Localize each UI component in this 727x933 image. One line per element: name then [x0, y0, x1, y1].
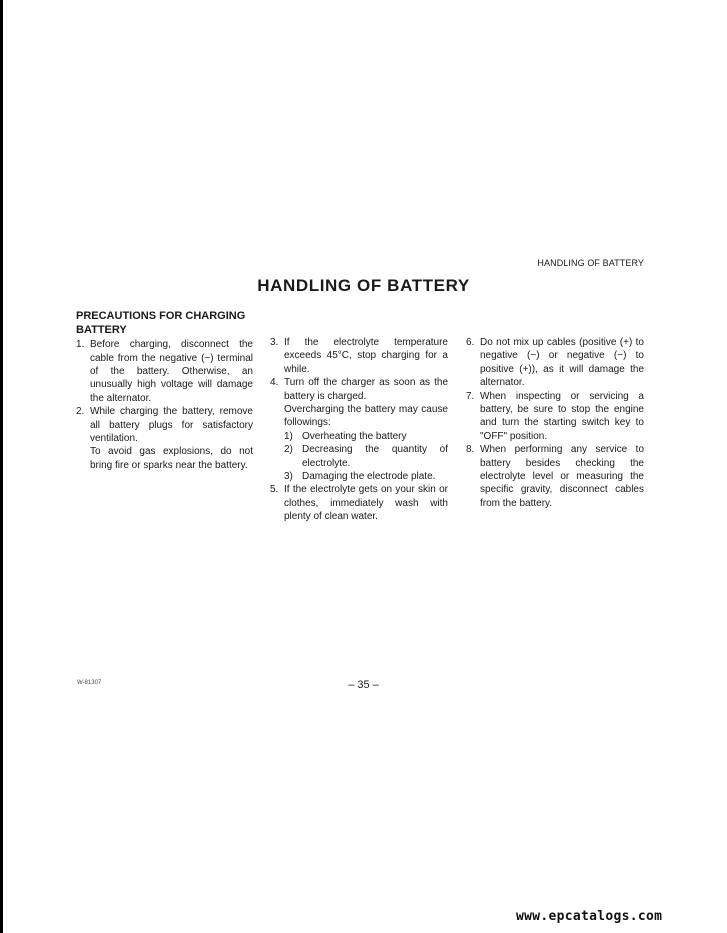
- item-number: 7.: [466, 390, 475, 402]
- sub-item-text: Decreasing the quantity of electrolyte.: [302, 444, 448, 469]
- item-number: 5.: [270, 484, 279, 496]
- sub-item-text: Overheating the battery: [302, 430, 407, 442]
- item-number: 4.: [270, 377, 279, 389]
- list-item-1: [76, 338, 253, 405]
- sub-item-2: [284, 443, 448, 470]
- list-item-8: [466, 443, 644, 510]
- scan-edge-rule: [0, 0, 3, 933]
- item-text: While charging the battery, remove all battery plugs for satisfactory ventilation.: [90, 406, 253, 445]
- sub-item-3: [284, 470, 448, 483]
- list-item-3: [270, 336, 448, 376]
- item-text: When inspecting or servicing a battery, be sure to stop the engine and turn the starting switch key to "OFF" position.: [480, 390, 644, 442]
- column-right: [466, 336, 644, 510]
- page-title: HANDLING OF BATTERY: [257, 276, 470, 295]
- list-item-6: [466, 336, 644, 390]
- item-number: 6.: [466, 337, 475, 348]
- sub-item-1: [284, 430, 448, 443]
- item-text: When performing any service to battery besides checking the electrolyte level or measuring the specific gravity, disconnect cables from the battery.: [480, 444, 644, 509]
- item-text: Before charging, disconnect the cable from the negative (−) terminal of the battery. Otherwise, an unusually high voltage will damage the alternator.: [90, 339, 253, 404]
- section-heading-line2: BATTERY: [76, 323, 127, 336]
- item-number: 2.: [76, 406, 85, 418]
- page-number: – 35 –: [348, 679, 379, 691]
- item-text: Turn off the charger as soon as the battery is charged.: [284, 377, 448, 402]
- item-text: If the electrolyte gets on your skin or clothes, immediately wash with plenty of clean water.: [284, 484, 448, 523]
- item-number: 3.: [270, 337, 279, 348]
- column-left: [76, 310, 253, 472]
- item-number: 8.: [466, 444, 475, 456]
- list-item-5: [270, 483, 448, 523]
- sub-item-number: 2): [284, 444, 293, 456]
- running-header: HANDLING OF BATTERY: [537, 258, 644, 268]
- item-text: Do not mix up cables (positive (+) to negative (−) or negative (−) to positive (+)), as it will damage the alternator.: [480, 337, 644, 389]
- list-item-2: [76, 405, 253, 472]
- item-text-continued: To avoid gas explosions, do not bring fire or sparks near the battery.: [90, 446, 253, 471]
- item-text: If the electrolyte temperature exceeds 45°C, stop charging for a while.: [284, 337, 448, 375]
- item-text-continued: Overcharging the battery may cause followings:: [284, 404, 448, 429]
- sub-item-number: 1): [284, 430, 293, 442]
- watermark-link[interactable]: www.epcatalogs.com: [516, 909, 663, 924]
- item-number: 1.: [76, 339, 85, 351]
- list-item-7: [466, 390, 644, 444]
- column-middle: [270, 336, 448, 524]
- section-heading-line1: PRECAUTIONS FOR CHARGING: [76, 310, 246, 322]
- sub-item-number: 3): [284, 471, 293, 483]
- section-heading: [76, 310, 253, 337]
- document-code: W-81307: [77, 680, 102, 686]
- sub-item-text: Damaging the electrode plate.: [302, 471, 436, 483]
- list-item-4: [270, 376, 448, 483]
